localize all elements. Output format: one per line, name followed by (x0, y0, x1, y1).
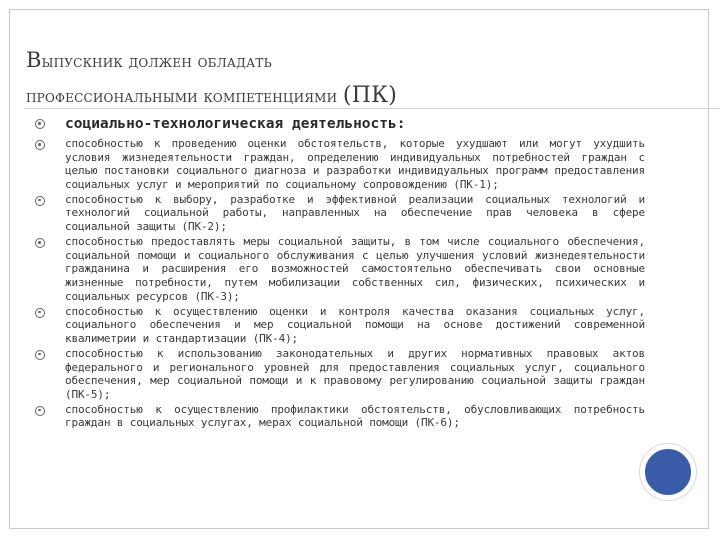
title-divider (24, 108, 719, 109)
bullet-icon (35, 119, 45, 129)
section-heading-text: социально-технологическая деятельность: (65, 116, 406, 132)
bullet-icon (35, 406, 45, 416)
list-item-text: способностью к осуществлению оценки и контроля качества оказания социальных услуг, социального обеспечения и мер социальной помощи на основе достижений современной квалиметрии и стандартизации (ПК-4); (65, 304, 645, 345)
slide-decoration-dot (640, 444, 696, 500)
bullet-icon (35, 140, 45, 150)
list-item (35, 235, 645, 303)
bullet-icon (35, 308, 45, 318)
list-item-text: способностью к выбору, разработке и эффективной реализации социальных технологий и технологий социальной работы, направленных на обеспечение прав человека в сфере социальной защиты (ПК-2); (65, 192, 645, 234)
slide-content (35, 113, 645, 431)
list-item (35, 305, 645, 346)
bullet-icon (35, 238, 45, 248)
list-item (35, 137, 645, 191)
list-item (35, 347, 645, 401)
title-suffix: (ПК) (342, 83, 398, 108)
list-item (35, 403, 645, 430)
list-item-text: способностью к использованию законодательных и других нормативных правовых актов федерального и регионального уровней для предоставления социальных услуг, социального обеспечения, мер социальной помощи и к правовому регулированию социальной защиты граждан (ПК-5); (65, 346, 645, 401)
list-item (35, 193, 645, 234)
title-line-1: Выпускник должен обладать (26, 48, 272, 72)
list-item-text: способностью к проведению оценки обстоятельств, которые ухудшают или могут ухудшить условия жизнедеятельности граждан, определению индивидуальных потребностей граждан с целью постановки социального диагноза и разработки индивидуальных программ предоставления социальных услуг и мероприятий по социальному сопровождению (ПК-1); (65, 137, 645, 191)
slide-title (26, 44, 666, 114)
list-item-text: способностью предоставлять меры социальной защиты, в том числе социального обеспечения, социальной помощи и социального обслуживания с целью улучшения условий жизнедеятельности гражданина и расширения его возможностей самостоятельно обеспечивать свои основные жизненные потребности, путем мобилизации собственных сил, физических, психических и социальных ресурсов (ПК-3); (65, 235, 645, 303)
bullet-icon (35, 196, 45, 206)
title-line-2-text: профессиональными компетенциями (26, 87, 338, 107)
bullet-icon (35, 350, 45, 360)
list-item-text: способностью к осуществлению профилактики обстоятельств, обусловливающих потребность граждан в социальных услугах, мерах социальной помощи (ПК-6); (65, 402, 645, 430)
section-heading (35, 113, 645, 135)
